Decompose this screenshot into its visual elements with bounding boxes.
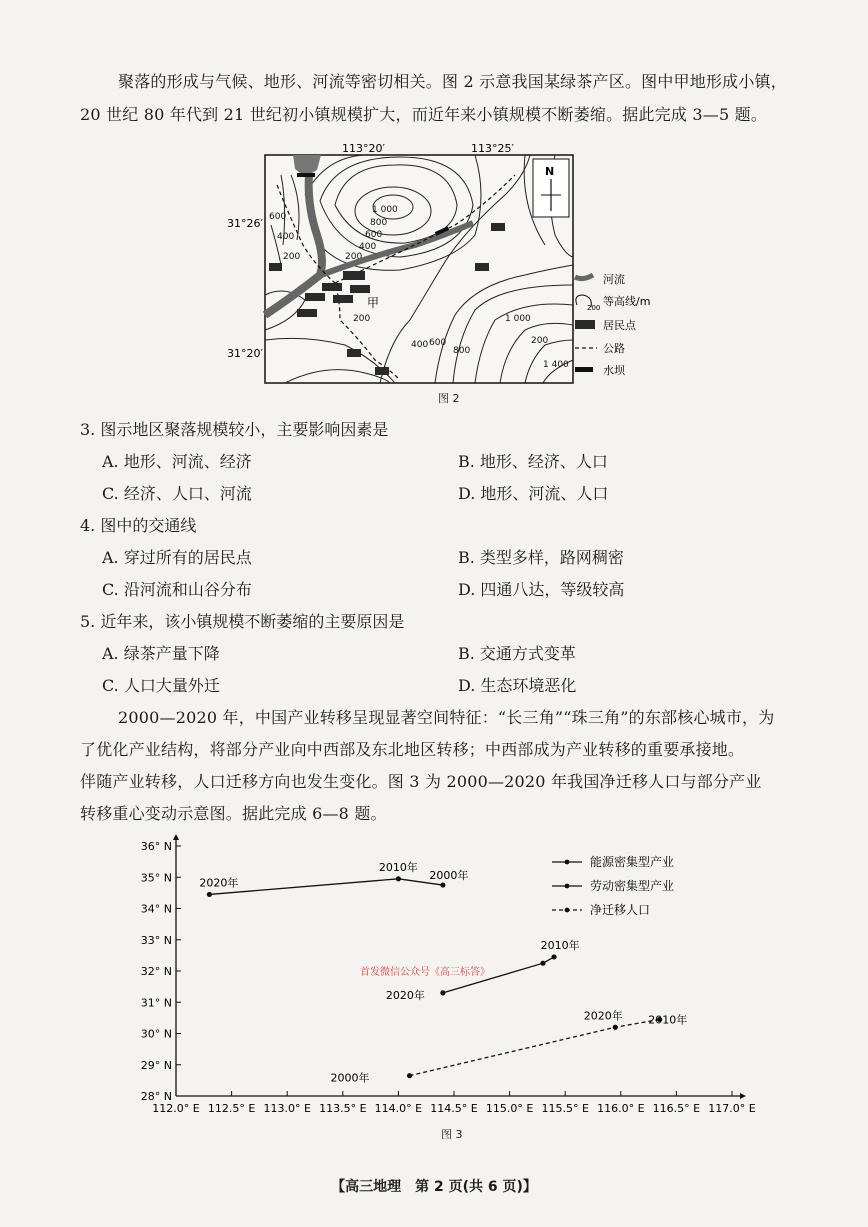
- map-legend: [575, 272, 650, 377]
- contour-label: 600: [269, 212, 287, 222]
- figure2-caption: 图 2: [438, 392, 460, 405]
- q3-option-d[interactable]: D. 地形、河流、人口: [458, 484, 609, 503]
- contour-label: 200: [531, 336, 549, 346]
- data-point-label: 2000年: [330, 1071, 370, 1085]
- intro2-line4: 转移重心变动示意图。据此完成 6—8 题。: [80, 804, 387, 823]
- legend-settlement-icon: [575, 320, 595, 329]
- settlement: [333, 295, 353, 303]
- contour-label: 1 000: [372, 205, 398, 215]
- dam: [297, 173, 315, 177]
- settlement: [305, 293, 325, 301]
- settlement: [269, 263, 282, 271]
- place-jia: 甲: [367, 296, 380, 310]
- data-point-label: 2000年: [429, 869, 469, 883]
- x-axis-arrow-icon: [740, 1093, 746, 1099]
- series-line-3: [410, 1019, 660, 1075]
- intro2-line3: 伴随产业转移，人口迁移方向也发生变化。图 3 为 2000—2020 年我国净迁移人口与部分产业: [80, 772, 762, 791]
- figure2-map: [225, 135, 651, 405]
- data-point: [407, 1073, 412, 1078]
- legend-settlement-label: 居民点: [603, 319, 636, 332]
- y-tick-label: 28° N: [140, 1090, 172, 1103]
- contour-label: 1 400: [543, 360, 569, 370]
- x-tick-label: 114.0° E: [374, 1102, 423, 1115]
- settlement: [491, 223, 505, 231]
- contour-label: 600: [429, 338, 447, 348]
- x-tick-label: 115.5° E: [541, 1102, 589, 1115]
- contour-label: 400: [359, 242, 377, 252]
- settlement: [475, 263, 489, 271]
- x-tick-label: 116.5° E: [652, 1102, 701, 1115]
- data-point: [540, 961, 545, 966]
- north-label: N: [545, 165, 555, 178]
- contour-label: 200: [345, 252, 363, 262]
- series-line-1: [209, 879, 443, 895]
- x-tick-label: 116.0° E: [597, 1102, 645, 1115]
- q4-stem: 4. 图中的交通线: [80, 516, 197, 535]
- intro1-line2: 20 世纪 80 年代到 21 世纪初小镇规模扩大，而近年来小镇规模不断萎缩。据此完成 3—5 题。: [80, 105, 768, 124]
- x-tick-label: 112.0° E: [152, 1102, 200, 1115]
- data-point: [613, 1025, 618, 1030]
- contour-label: 600: [365, 230, 383, 240]
- data-point: [207, 892, 212, 897]
- data-point: [551, 954, 556, 959]
- legend-label: 劳动密集型产业: [590, 879, 675, 893]
- settlement: [297, 309, 317, 317]
- y-tick-label: 36° N: [140, 840, 172, 853]
- q5-option-d[interactable]: D. 生态环境恶化: [458, 676, 577, 695]
- contour-label: 400: [277, 232, 295, 242]
- intro2-line1: 2000—2020 年，中国产业转移呈现显著空间特征：“长三角”“珠三角”的东部核心城市，为: [118, 708, 775, 727]
- lon-label-2: 113°25′: [471, 142, 514, 155]
- data-point: [396, 876, 401, 881]
- data-point: [440, 882, 445, 887]
- legend-label: 能源密集型产业: [590, 855, 675, 869]
- q3-stem: 3. 图示地区聚落规模较小，主要影响因素是: [80, 420, 389, 439]
- q4-option-c[interactable]: C. 沿河流和山谷分布: [102, 580, 252, 599]
- settlement: [347, 349, 361, 357]
- figure3-chart: [120, 830, 780, 1130]
- page-footer: 【高三地理 第 2 页(共 6 页)】: [331, 1179, 537, 1195]
- legend-marker-icon: [565, 908, 570, 913]
- legend-river-icon: [575, 275, 593, 279]
- y-tick-label: 31° N: [140, 996, 172, 1010]
- q5-option-b[interactable]: B. 交通方式变革: [458, 644, 576, 663]
- x-tick-label: 115.0° E: [485, 1102, 534, 1115]
- lon-label-1: 113°20′: [342, 142, 385, 155]
- contour-label: 400: [411, 340, 429, 350]
- y-tick-label: 33° N: [140, 933, 172, 947]
- q3-option-a[interactable]: A. 地形、河流、经济: [102, 452, 252, 471]
- y-axis-arrow-icon: [173, 834, 179, 840]
- x-tick-label: 113.0° E: [263, 1102, 311, 1115]
- y-tick-label: 32° N: [140, 965, 172, 978]
- intro2-line2: 了优化产业结构，将部分产业向中西部及东北地区转移；中西部成为产业转移的重要承接地。: [80, 740, 745, 759]
- q3-option-b[interactable]: B. 地形、经济、人口: [458, 452, 608, 471]
- legend-marker-icon: [565, 860, 570, 865]
- lat-label-1: 31°26′: [227, 217, 263, 230]
- chart-legend: [552, 854, 674, 917]
- x-tick-label: 113.5° E: [319, 1102, 367, 1115]
- legend-label: 净迁移人口: [590, 903, 651, 917]
- settlement: [350, 285, 370, 293]
- contour-label: 200: [353, 314, 371, 324]
- x-tick-label: 114.5° E: [430, 1102, 478, 1115]
- legend-dam-label: 水坝: [603, 364, 625, 377]
- contour-label: 1 000: [505, 314, 531, 324]
- figure3-caption: 图 3: [441, 1128, 463, 1141]
- x-tick-label: 117.0° E: [708, 1102, 756, 1115]
- data-point: [440, 990, 445, 995]
- legend-contour-label: 等高线/m: [603, 295, 651, 308]
- legend-river-label: 河流: [603, 273, 625, 286]
- legend-road-label: 公路: [603, 342, 625, 355]
- settlement: [322, 283, 342, 291]
- y-tick-label: 30° N: [140, 1027, 172, 1041]
- data-point-label: 2010年: [648, 1013, 688, 1027]
- settlement: [375, 367, 389, 375]
- x-tick-label: 112.5° E: [207, 1102, 256, 1115]
- legend-dam-icon: [575, 367, 593, 372]
- q5-option-a[interactable]: A. 绿茶产量下降: [102, 644, 220, 663]
- q5-stem: 5. 近年来，该小镇规模不断萎缩的主要原因是: [80, 612, 405, 631]
- data-point-label: 2020年: [385, 988, 425, 1002]
- y-tick-label: 29° N: [140, 1058, 172, 1072]
- settlement: [343, 271, 365, 280]
- contour-label: 200: [283, 252, 301, 262]
- data-point-label: 2020年: [199, 876, 239, 890]
- contour-label: 800: [370, 218, 388, 228]
- data-point-label: 2010年: [540, 938, 580, 952]
- contour-label: 800: [453, 346, 471, 356]
- q4-option-b[interactable]: B. 类型多样，路网稠密: [458, 548, 624, 567]
- data-point-label: 2010年: [378, 860, 418, 874]
- q3-option-c[interactable]: C. 经济、人口、河流: [102, 484, 252, 503]
- y-tick-label: 34° N: [140, 902, 172, 916]
- legend-contour-sample: 200: [587, 304, 601, 312]
- q4-option-d[interactable]: D. 四通八达，等级较高: [458, 580, 625, 599]
- legend-marker-icon: [565, 884, 570, 889]
- q5-option-c[interactable]: C. 人口大量外迁: [102, 676, 220, 695]
- lat-label-2: 31°20′: [227, 347, 263, 360]
- y-tick-label: 35° N: [140, 871, 172, 885]
- intro1-line1: 聚落的形成与气候、地形、河流等密切相关。图 2 示意我国某绿茶产区。图中甲地形成小镇，: [118, 72, 787, 91]
- data-point-label: 2020年: [583, 1009, 623, 1023]
- q4-option-a[interactable]: A. 穿过所有的居民点: [102, 548, 252, 567]
- watermark: 首发微信公众号《高三标答》: [360, 967, 490, 978]
